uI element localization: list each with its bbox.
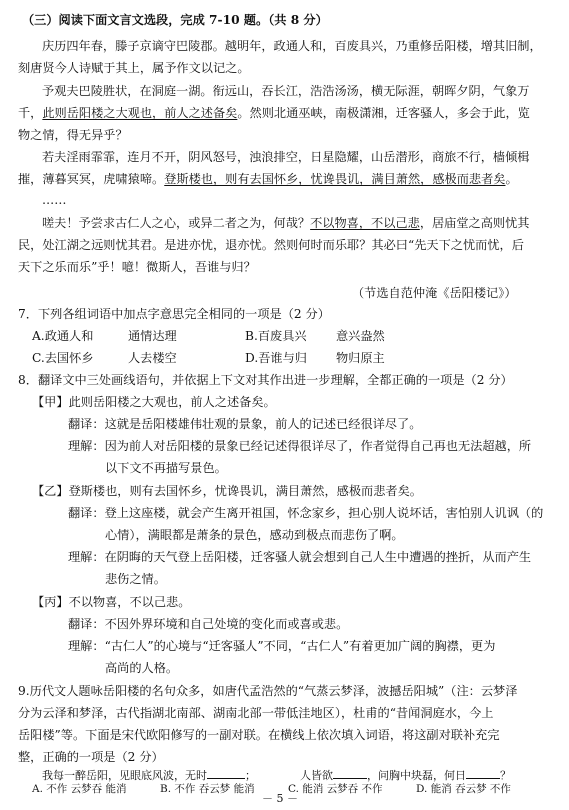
- passage-text: 。然则北通巫峡，南极潇湘，迁客骚人，多会于此，览: [237, 106, 530, 120]
- option-letter: A.: [32, 783, 43, 795]
- q7-option-b-word2: 意兴盎然: [336, 329, 385, 343]
- q8-bing-understanding: [68, 637, 495, 655]
- q7-option-d-word2: 物归原主: [336, 351, 385, 365]
- passage-line: 予观夫巴陵胜状，在洞庭一湖。衔远山，吞长江，浩浩汤汤，横无际涯，朝晖夕阴，气象万: [42, 84, 530, 98]
- passage-line: 物之情，得无异乎？: [18, 128, 128, 142]
- passage-line: [18, 170, 518, 188]
- translation-text: 登上这座楼，就会产生离开祖国，怀念家乡，担心别人说坏话，害怕别人讥讽（的: [104, 506, 544, 520]
- passage-line: 天下之乐而乐”乎！噫！微斯人，吾谁与归？: [18, 260, 256, 274]
- option-word: 政通人和: [44, 329, 94, 343]
- question-9-stem: 9.历代文人题咏岳阳楼的名句众多，如唐代孟浩然的“气蒸云梦泽，波撼岳阳城”（注：云梦泽: [18, 684, 518, 698]
- q8-yi-translation-cont: 心情），满眼都是萧条的景色，感动到极点而悲伤了啊。: [105, 528, 404, 542]
- q7-option-a-word2: 通情达理: [128, 329, 177, 343]
- translation-text: 不因外界环境和自己处境的变化而或喜或悲。: [104, 617, 349, 631]
- q8-bing: [32, 593, 190, 611]
- passage-line: 民，处江湖之远则忧其君。是进亦忧，退亦忧。然则何时而乐耶？其必曰“先天下之忧而忧，后: [18, 238, 524, 252]
- option-letter: B.: [160, 783, 172, 795]
- section-title: （三）阅读下面文言文选段，完成 7-10 题。（共 8 分）: [22, 13, 328, 27]
- passage-line: 刻唐贤今人诗赋于其上，属予作文以记之。: [18, 61, 250, 75]
- underlined-sentence-jia: 此则岳阳楼之大观也，前人之述备矣: [42, 106, 238, 120]
- couplet-text: ？: [500, 769, 511, 782]
- label-yi: 【乙】: [32, 484, 69, 498]
- page-number: － 5 －: [262, 792, 298, 805]
- understanding-text: “古仁人”的心境与“迁客骚人”不同，“古仁人”有着更加广阔的胸襟，更为: [104, 639, 496, 653]
- q9-option-b[interactable]: [160, 780, 255, 798]
- option-word: 吞云梦: [198, 783, 231, 795]
- option-word: 吾谁与归: [258, 351, 307, 365]
- passage-text: 。: [505, 172, 518, 186]
- q8-jia: [32, 393, 276, 411]
- option-word: 云梦吞: [70, 783, 103, 795]
- passage-line: 若夫淫雨霏霏，连月不开，阴风怒号，浊浪排空，日星隐耀，山岳潜形，商旅不行，樯倾楫: [42, 150, 530, 164]
- q9-option-a[interactable]: [32, 780, 126, 798]
- underlined-sentence-bing: 不以物喜，不以己悲: [310, 216, 420, 230]
- q7-option-c[interactable]: [32, 349, 94, 367]
- q8-bing-translation: [68, 615, 348, 633]
- passage-source: （节选自范仲淹《岳阳楼记》）: [352, 286, 517, 300]
- passage-text: 嗟夫！予尝求古仁人之心，或异二者之为，何哉？: [42, 216, 311, 230]
- option-letter: C.: [288, 783, 299, 795]
- q8-yi-understanding: [68, 548, 531, 566]
- q7-option-a[interactable]: [32, 327, 93, 345]
- understanding-label: 理解：: [68, 639, 105, 653]
- question-8-stem: 8．翻译文中三处画线语句，并依据上下文对其作出进一步理解，全都正确的一项是（2 分）: [18, 373, 513, 387]
- q8-yi-understanding-cont: 悲伤之情。: [105, 572, 166, 586]
- option-letter: D.: [416, 783, 428, 795]
- question-9-stem-cont: 整，正确的一项是（2 分）: [18, 750, 164, 764]
- label-jia: 【甲】: [32, 395, 69, 409]
- question-7-stem: 7．下列各组词语中加点字意思完全相同的一项是（2 分）: [18, 307, 330, 321]
- passage-line: [18, 104, 530, 122]
- option-word: 去国怀乡: [44, 351, 94, 365]
- passage-text: ，居庙堂之高则忧其: [419, 216, 530, 230]
- label-bing: 【丙】: [32, 595, 69, 609]
- passage-line: 庆历四年春，滕子京谪守巴陵郡。越明年，政通人和，百废具兴，乃重修岳阳楼，增其旧制，: [42, 39, 542, 53]
- option-word: 能消: [430, 783, 452, 795]
- q8-jia-understanding: [68, 437, 531, 455]
- q8-yi-translation: [68, 504, 543, 522]
- option-letter: A.: [32, 329, 45, 343]
- understanding-label: 理解：: [68, 439, 105, 453]
- option-word: 能消: [105, 783, 127, 795]
- option-word: 能消: [233, 783, 255, 795]
- blank-2[interactable]: [333, 766, 367, 779]
- option-word: 不作: [174, 783, 196, 795]
- translation-label: 翻译：: [68, 417, 105, 431]
- option-letter: B.: [245, 329, 258, 343]
- sentence-jia: 此则岳阳楼之大观也，前人之述备矣。: [68, 395, 276, 409]
- q9-option-c[interactable]: [288, 780, 383, 798]
- understanding-text: 因为前人对岳阳楼的景象已经记述得很详尽了，作者觉得自己再也无法超越，所: [104, 439, 532, 453]
- q8-jia-translation: [68, 415, 421, 433]
- couplet-text: 我每一醉岳阳，见眼底风波，无时: [42, 769, 207, 782]
- q7-option-b[interactable]: [245, 327, 307, 345]
- option-word: 云梦吞: [326, 783, 359, 795]
- couplet-text: 人皆欲: [300, 769, 333, 782]
- understanding-text: 在阴晦的天气登上岳阳楼，迁客骚人就会想到自己人生中遭遇的挫折，从而产生: [104, 550, 532, 564]
- blank-1[interactable]: [207, 766, 245, 779]
- ellipsis: ……: [42, 193, 67, 207]
- translation-label: 翻译：: [68, 617, 105, 631]
- q8-jia-understanding-cont: 以下文不再描写景色。: [105, 461, 227, 475]
- option-word: 不作: [46, 783, 68, 795]
- sentence-yi: 登斯楼也，则有去国怀乡，忧谗畏讥，满目萧然，感极而悲者矣。: [68, 484, 422, 498]
- option-word: 能消: [302, 783, 324, 795]
- passage-text: 千，: [18, 106, 43, 120]
- q7-option-c-word2: 人去楼空: [128, 351, 177, 365]
- passage-line: [42, 214, 530, 232]
- q8-bing-understanding-cont: 高尚的人格。: [105, 661, 179, 675]
- option-word: 不作: [489, 783, 511, 795]
- understanding-label: 理解：: [68, 550, 105, 564]
- sentence-bing: 不以物喜，不以己悲。: [68, 595, 191, 609]
- option-letter: C.: [32, 351, 45, 365]
- question-9-stem-cont: 岳阳楼”等。下面是宋代欧阳修写的一副对联。在横线上依次填入词语，将这副对联补充完: [18, 728, 500, 742]
- translation-text: 这就是岳阳楼雄伟壮观的景象，前人的记述已经很详尽了。: [104, 417, 422, 431]
- couplet-text: ；: [245, 769, 256, 782]
- couplet-text: ，问胸中块磊，何日: [367, 769, 466, 782]
- option-word: 不作: [361, 783, 383, 795]
- underlined-sentence-yi: 登斯楼也，则有去国怀乡，忧谗畏讥，满目萧然，感极而悲者矣: [164, 172, 506, 186]
- q9-option-d[interactable]: [416, 780, 511, 798]
- option-word: 吞云梦: [455, 783, 487, 795]
- option-letter: D.: [245, 351, 259, 365]
- question-9-stem-cont: 分为云泽和梦泽，古代指湖北南部、湖南北部一带低洼地区），杜甫的“昔闻洞庭水，今上: [18, 706, 494, 720]
- passage-text: 摧，薄暮冥冥，虎啸猿啼。: [18, 172, 165, 186]
- q8-yi: [32, 482, 422, 500]
- blank-3[interactable]: [466, 766, 500, 779]
- translation-label: 翻译：: [68, 506, 105, 520]
- option-word: 百废具兴: [257, 329, 307, 343]
- q7-option-d[interactable]: [245, 349, 307, 367]
